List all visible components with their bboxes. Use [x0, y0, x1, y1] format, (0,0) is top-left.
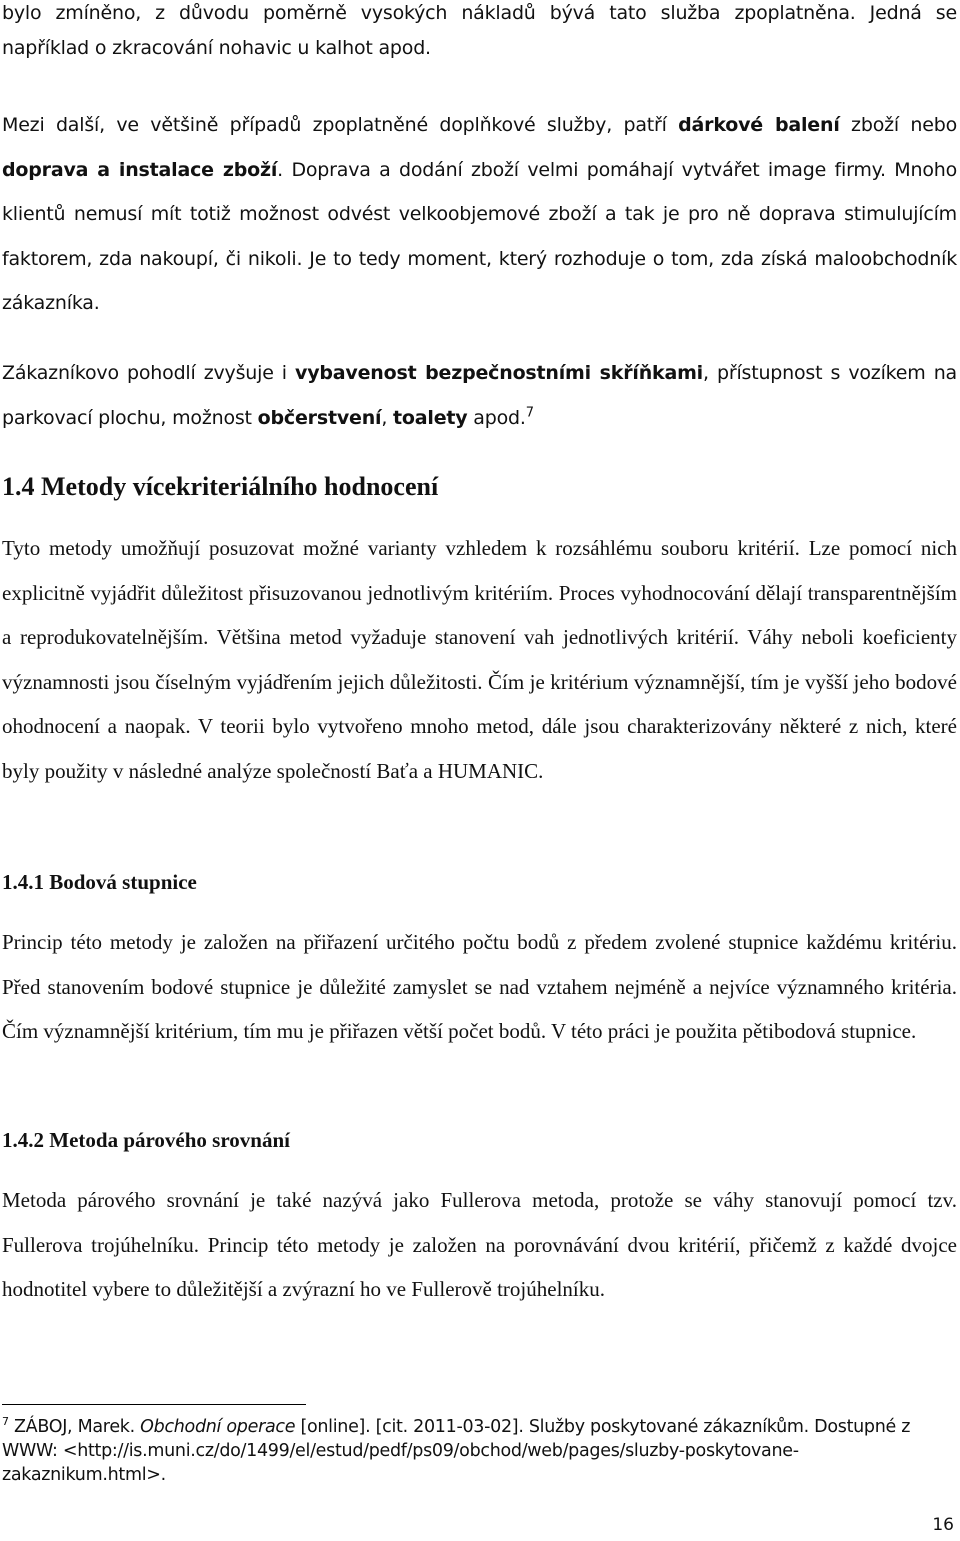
footnote-title: Obchodní operace: [140, 1417, 296, 1437]
paragraph-additional-services: [2, 103, 957, 326]
footnote: $^7$ ZÁBOJ, Marek. Obchodní operace [online]. [cit. 2011-03-02]. Služby poskytované zákazníkům. Dostupné z WWW: <http://is.muni.cz/do/1499/el/estud/pedf/ps09/obchod/web/pages/sluzby-poskytovane-zakaznikum.html>.: [2, 1415, 911, 1485]
subsection-paragraph: [2, 920, 957, 1054]
bold-term: toalety: [393, 406, 468, 429]
subsection-paragraph: [2, 1178, 957, 1312]
paragraph-text: Mezi další, ve většině případů zpoplatněné doplňkové služby, patří dárkové balení zboží nebo doprava a instalace zboží. Doprava a dodání zboží velmi pomáhají vytvářet image firmy. Mnoho klientů nemusí mít totiž možnost odvést velkoobjemové zboží a tak je pro ně doprava stimulujícím faktorem, zda nakoupí, či nikoli. Je to tedy moment, který rozhoduje o tom, zda získá maloobchodník zákazníka.: [2, 114, 958, 314]
paragraph-line: například o zkracování nohavic u kalhot apod.: [2, 36, 431, 59]
page-number: 16: [932, 1515, 954, 1535]
bold-term: doprava a instalace zboží: [2, 158, 278, 181]
paragraph-text: Metoda párového srovnání je také nazývá jako Fullerova metoda, protože se váhy stanovují pomocí tzv. Fullerova trojúhelníku. Princip této metody je založen na porovnávání dvou kritérií, přičemž z každé dvojce hodnotitel vybere to důležitější a zvýrazní ho ve Fullerově trojúhelníku.: [2, 1188, 957, 1301]
subsection-heading: 1.4.2 Metoda párového srovnání: [2, 1128, 290, 1152]
section-heading: 1.4 Metody vícekriteriálního hodnocení: [2, 472, 439, 501]
bold-term: občerstvení: [257, 406, 382, 429]
section-paragraph: [2, 526, 957, 793]
paragraph-text: Tyto metody umožňují posuzovat možné varianty vzhledem k rozsáhlému souboru kritérií. Lze pomocí nich explicitně vyjádřit důležitost přisuzovanou jednotlivým kritériím. Proces vyhodnocování dělají transparentnějším a reprodukovatelnějším. Většina metod vyžaduje stanovení vah jednotlivých kritérií. Váhy neboli koeficienty významnosti jsou číselným vyjádřením jejich důležitosti. Čím je kritérium významnější, tím je vyšší jeho bodové ohodnocení a naopak. V teorii bylo vytvořeno mnoho metod, dále jsou charakterizovány některé z nich, které byly použity v následné analýze společností Baťa a HUMANIC.: [2, 536, 957, 783]
paragraph-line: bylo zmíněno, z důvodu poměrně vysokých nákladů bývá tato služba zpoplatněna. Jedná se: [2, 2, 957, 24]
paragraph-text: Zákazníkovo pohodlí zvyšuje i vybavenost bezpečnostními skříňkami, přístupnost s vozíkem na parkovací plochu, možnost občerstvení, toalety apod.$^7$: [2, 362, 957, 429]
paragraph-customer-comfort: [2, 351, 957, 440]
paragraph-text: Princip této metody je založen na přiřazení určitého počtu bodů z předem zvolené stupnice každému kritériu. Před stanovením bodové stupnice je důležité zamyslet se nad vztahem nejméně a nejvíce významného kritéria. Čím významnější kritérium, tím mu je přiřazen větší počet bodů. V této práci je použita pětibodová stupnice.: [2, 930, 957, 1043]
paragraph-continuation: [2, 0, 957, 70]
footnote-divider: [2, 1404, 306, 1405]
bold-term: dárkové balení: [678, 114, 840, 136]
subsection-heading: 1.4.1 Bodová stupnice: [2, 870, 197, 894]
bold-term: vybavenost bezpečnostními skříňkami: [295, 362, 703, 384]
footnote-number: 7: [2, 1415, 9, 1429]
footnote-reference: 7: [525, 405, 534, 421]
